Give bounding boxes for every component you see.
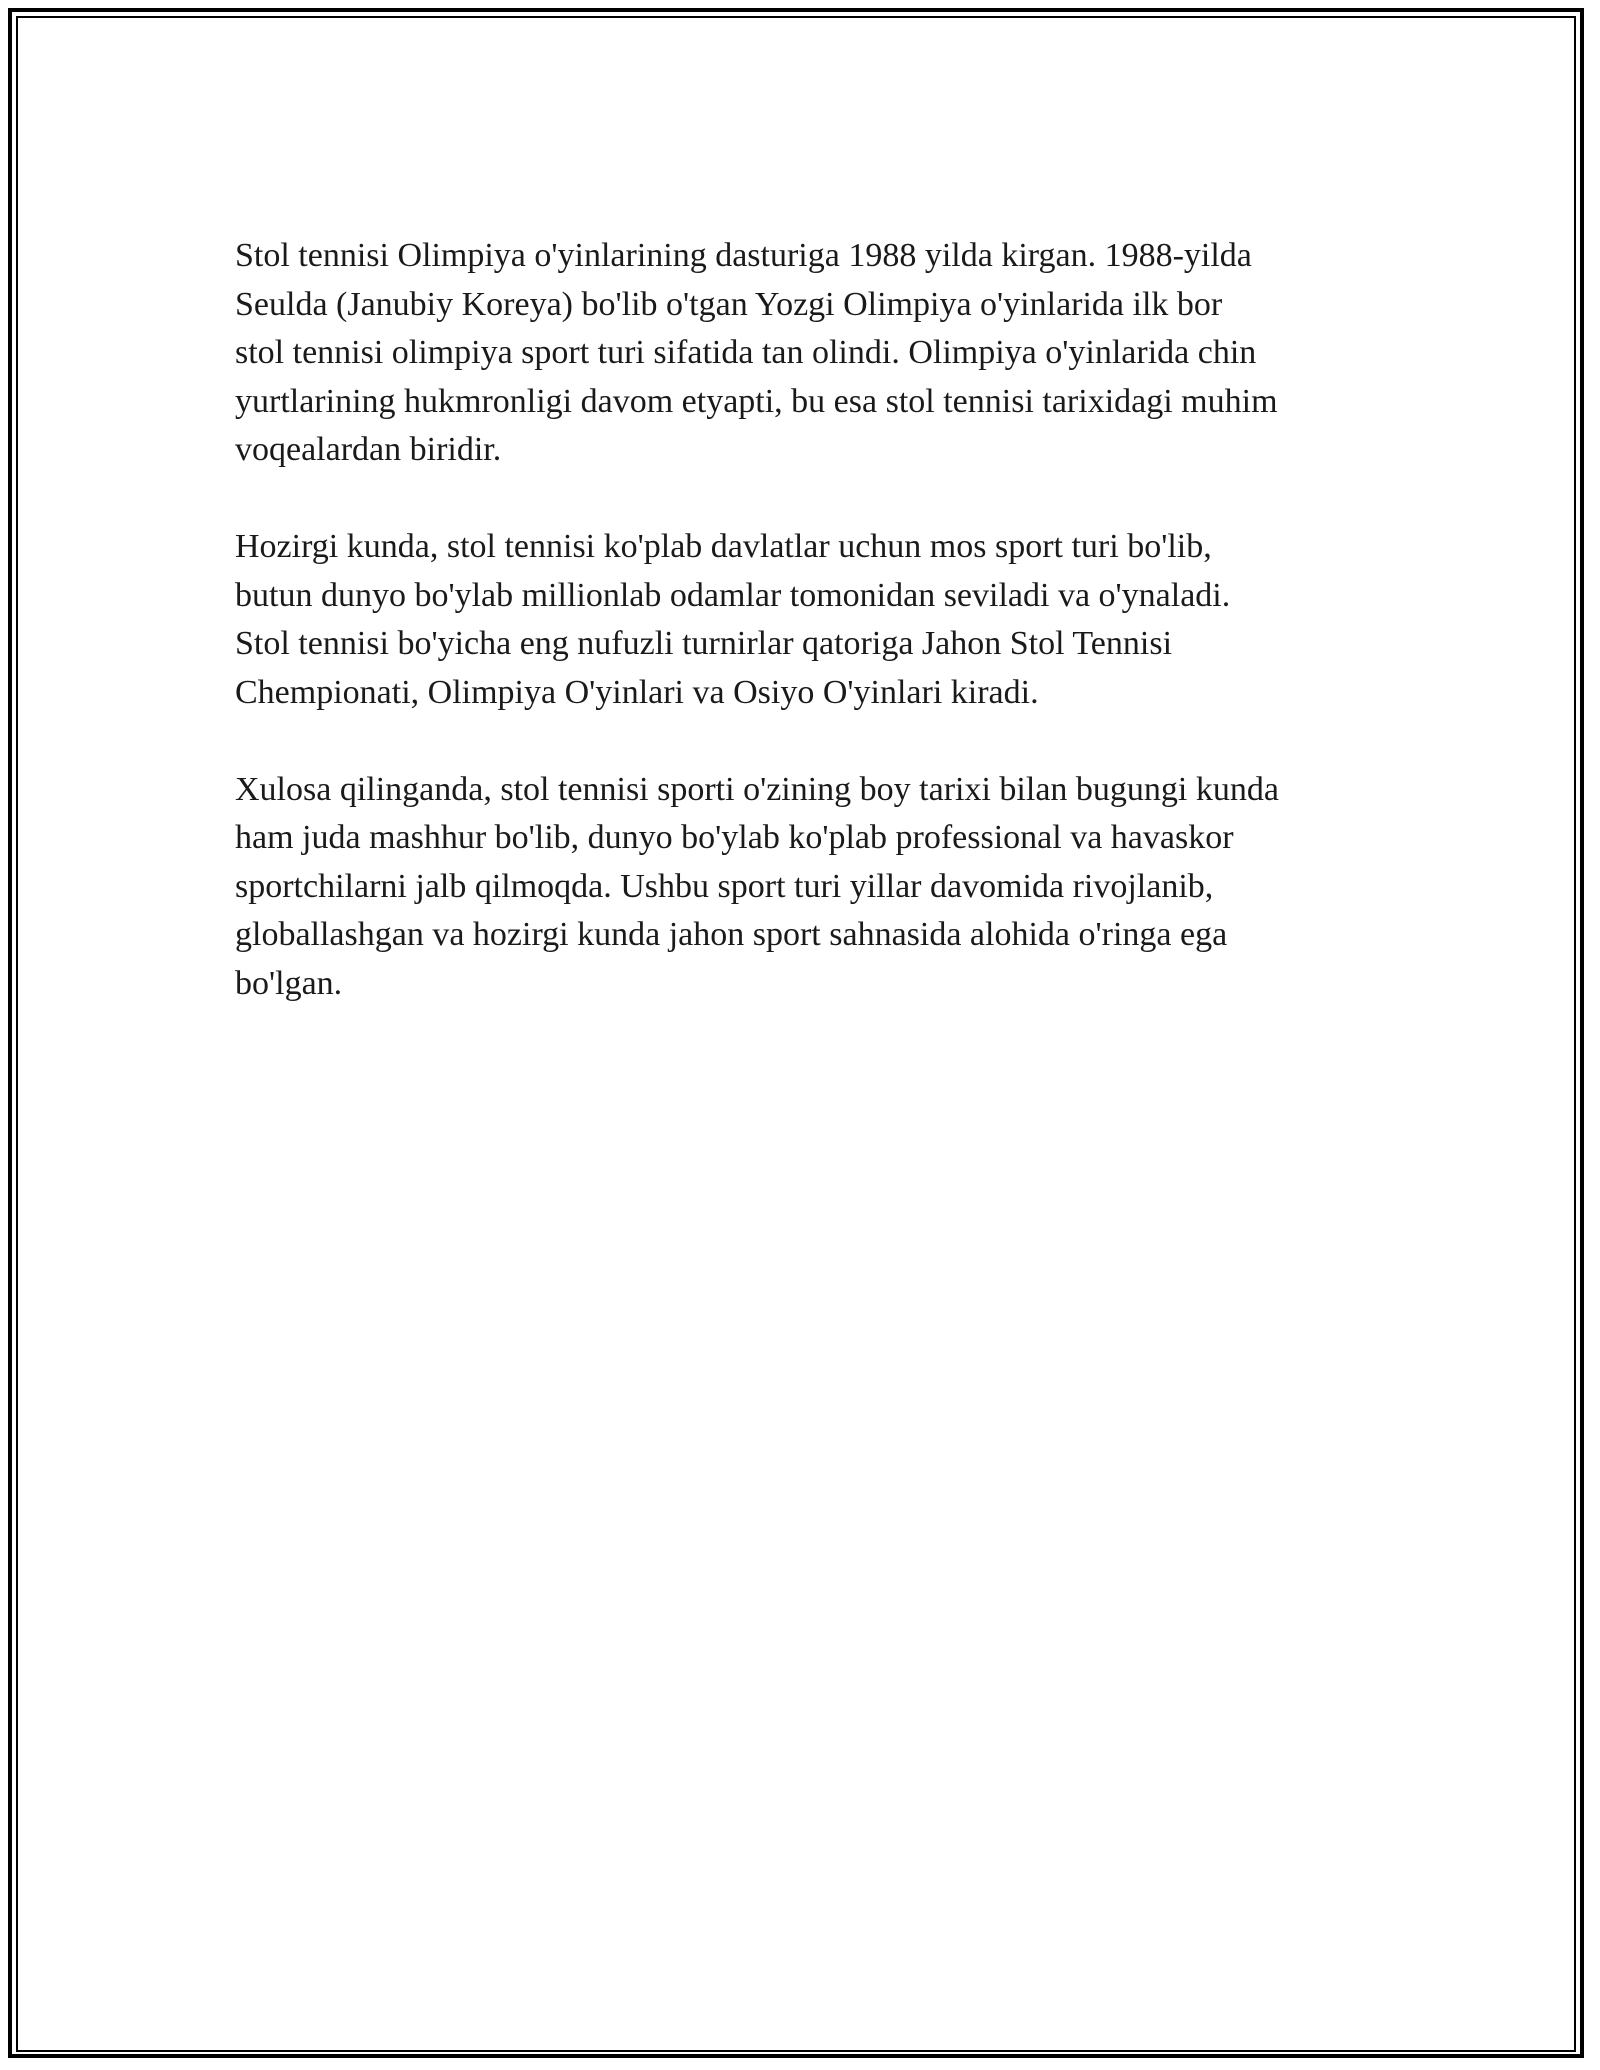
text-line: sportchilarni jalb qilmoqda. Ushbu sport turi yillar davomida rivojlanib, [235,867,1214,905]
text-line: Seulda (Janubiy Koreya) bo'lib o'tgan Yozgi Olimpiya o'yinlarida ilk bor [235,285,1223,323]
text-line: yurtlarining hukmronligi davom etyapti, bu esa stol tennisi tarixidagi muhim [235,382,1278,420]
text-line: butun dunyo bo'ylab millionlab odamlar tomonidan seviladi va o'ynaladi. [235,576,1231,614]
paragraph-2 [235,523,1375,717]
text-line: globallashgan va hozirgi kunda jahon sport sahnasida alohida o'ringa ega [235,916,1228,953]
text-line: Chempionati, Olimpiya O'yinlari va Osiyo O'yinlari kiradi. [235,673,1039,711]
text-line: bo'lgan. [235,964,343,1002]
text-line: stol tennisi olimpiya sport turi sifatida tan olindi. Olimpiya o'yinlarida chin [235,334,1257,371]
paragraph-1 [235,232,1375,475]
paragraph-3 [235,766,1375,1009]
text-line: Stol tennisi Olimpiya o'yinlarining dasturiga 1988 yilda kirgan. 1988-yilda [235,237,1252,274]
document-body [235,232,1375,1057]
text-line: Stol tennisi bo'yicha eng nufuzli turnirlar qatoriga Jahon Stol Tennisi [235,625,1173,662]
text-line: voqealardan biridir. [235,431,502,468]
text-line: Hozirgi kunda, stol tennisi ko'plab davlatlar uchun mos sport turi bo'lib, [235,528,1212,565]
text-line: ham juda mashhur bo'lib, dunyo bo'ylab ko'plab professional va havaskor [235,819,1234,856]
text-line: Xulosa qilinganda, stol tennisi sporti o'zining boy tarixi bilan bugungi kunda [235,770,1279,808]
